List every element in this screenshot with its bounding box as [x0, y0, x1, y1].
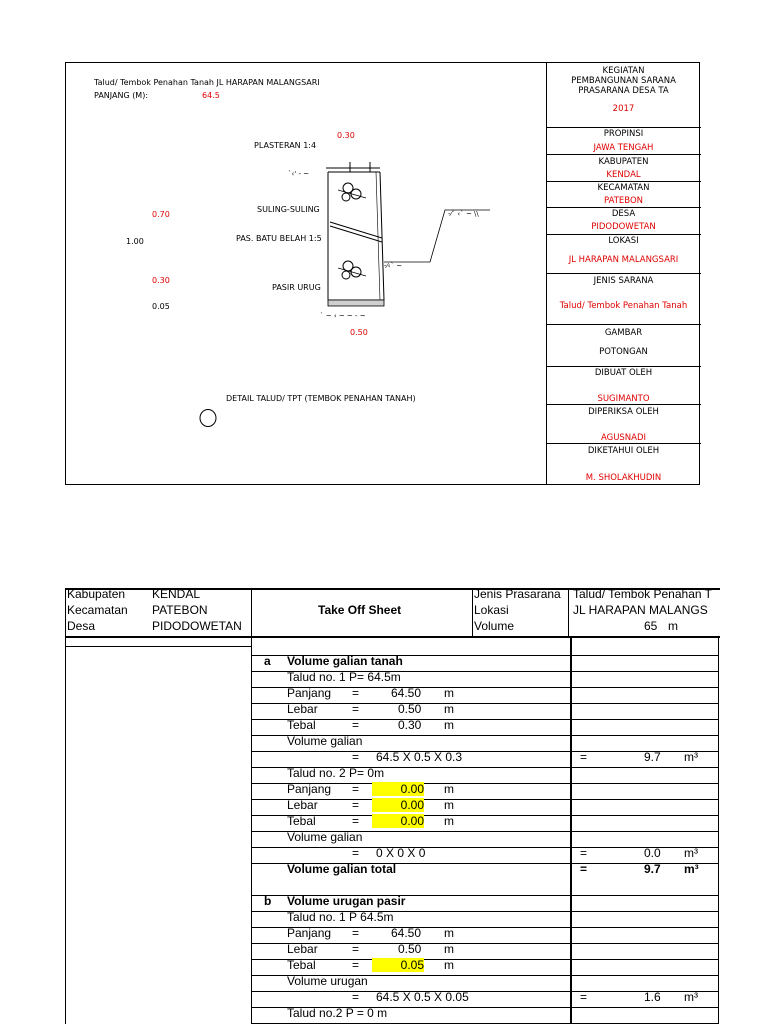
tos-rule [65, 646, 251, 647]
sec-b-result1: 1.6 [644, 990, 661, 1004]
svg-text:`‹' - ~: `‹' - ~ [288, 170, 310, 178]
section-marker-icon [198, 408, 218, 428]
svg-text:` ~ ‹ ~ ~ - ~: ` ~ ‹ ~ ~ - ~ [320, 312, 366, 320]
sec-a-eq: = [352, 782, 360, 796]
tos-row-rule [252, 799, 719, 800]
tb-lokasi-value: JL HARAPAN MALANGSARI [568, 255, 679, 265]
sec-a-eq: = [352, 718, 360, 732]
tos-row-rule [252, 703, 719, 704]
tb-diketahui-value: M. SHOLAKHUDIN [585, 473, 662, 483]
sec-b-unit-m3: m³ [684, 990, 698, 1004]
tb-jenis-value: Talud/ Tembok Penahan Tanah [559, 301, 688, 311]
sec-b-eq: = [352, 926, 360, 940]
tos-row-rule [252, 815, 719, 816]
sec-a-tebal-label: Tebal [287, 814, 316, 828]
tb-kegiatan-2: PEMBANGUNAN SARANA [571, 76, 676, 86]
tos-jenis-label: Jenis Prasarana [474, 587, 561, 601]
tos-col-divider [472, 588, 473, 638]
tos-row-rule [252, 719, 719, 720]
svg-text:-⁄` ‹` ~ \\: -⁄` ‹` ~ \\ [448, 210, 479, 218]
sec-b-eq: = [352, 942, 360, 956]
sec-a-eq: = [352, 702, 360, 716]
sec-a-result1: 9.7 [644, 750, 661, 764]
sec-a-unit-m3: m³ [684, 846, 698, 860]
tb-year: 2017 [612, 104, 635, 114]
tos-title: Take Off Sheet [318, 603, 402, 617]
sec-b-letter: b [264, 894, 272, 908]
sec-a-lebar2-value: 0.00 [372, 798, 424, 812]
sec-a-result2: 0.0 [644, 846, 661, 860]
sec-a-eq: = [580, 750, 588, 764]
tos-desa-label: Desa [67, 619, 96, 633]
tos-volume-label: Volume [474, 619, 515, 633]
sec-b-panjang-label: Panjang [287, 926, 332, 940]
sec-b-tebal-value: 0.05 [372, 958, 424, 972]
tb-propinsi-value: JAWA TENGAH [593, 143, 654, 153]
dim-top-width: 0.30 [337, 131, 355, 140]
sec-a-total-label: Volume galian total [287, 862, 397, 876]
sec-b-talud2: Talud no.2 P = 0 m [287, 1006, 388, 1020]
tb-divider [546, 324, 701, 325]
sec-a-unit: m [444, 782, 454, 796]
sec-a-unit: m [444, 686, 454, 700]
label-plaster: PLASTERAN 1:4 [254, 141, 317, 150]
tb-divider [546, 207, 701, 208]
sec-b-unit: m [444, 958, 454, 972]
sec-a-eq: = [580, 862, 588, 876]
tb-divider [546, 273, 701, 274]
label-sand: PASIR URUG [272, 283, 321, 292]
sec-a-lebar-value: 0.50 [398, 702, 422, 716]
panjang-value: 64.5 [202, 91, 220, 100]
tb-kegiatan-3: PRASARANA DESA TA [578, 86, 669, 96]
tos-kec-value: PATEBON [152, 603, 208, 617]
sec-a-talud1: Talud no. 1 P= 64.5m [287, 670, 401, 684]
sec-a-eq: = [352, 798, 360, 812]
dim-height-upper: 0.70 [152, 210, 170, 219]
sec-b-panjang-value: 64.50 [391, 926, 422, 940]
sec-a-calc1: 64.5 X 0.5 X 0.3 [376, 750, 463, 764]
sec-b-calc1: 64.5 X 0.5 X 0.05 [376, 990, 469, 1004]
tb-lokasi-label: LOKASI [608, 236, 639, 246]
label-weephole: SULING-SULING [257, 205, 320, 214]
sec-a-panjang-label: Panjang [287, 782, 332, 796]
tb-diperiksa-value: AGUSNADI [600, 433, 647, 443]
sec-b-talud1: Talud no. 1 P 64.5m [287, 910, 394, 924]
sec-a-unit: m [444, 798, 454, 812]
tb-propinsi-label: PROPINSI [603, 129, 644, 139]
sec-a-lebar-label: Lebar [287, 798, 318, 812]
tb-kecamatan-value: PATEBON [603, 196, 644, 206]
svg-text:-⁄‹` ~: -⁄‹` ~ [384, 262, 403, 270]
sec-a-eq: = [580, 846, 588, 860]
tb-divider [546, 366, 701, 367]
dim-base-width: 0.50 [350, 328, 368, 337]
sec-b-volume-label: Volume urugan [287, 974, 368, 988]
tos-volume-unit: m [668, 619, 678, 633]
tb-divider [546, 234, 701, 235]
sec-a-unit-m3: m³ [684, 750, 698, 764]
tb-kecamatan-label: KECAMATAN [597, 183, 650, 193]
sec-a-letter: a [264, 654, 271, 668]
sec-a-volume-label: Volume galian [287, 830, 363, 844]
tos-lokasi-label: Lokasi [474, 603, 509, 617]
sec-a-total: 9.7 [644, 862, 661, 876]
sec-a-talud2: Talud no. 2 P= 0m [287, 766, 385, 780]
tb-diketahui-label: DIKETAHUI OLEH [587, 446, 660, 456]
tb-gambar-label: GAMBAR [604, 328, 643, 338]
panjang-label: PANJANG (M): [94, 91, 149, 100]
sec-b-eq: = [580, 990, 588, 1004]
tb-kegiatan-1: KEGIATAN [602, 66, 645, 76]
tb-dibuat-value: SUGIMANTO [597, 394, 650, 404]
tos-jenis-value: Talud/ Tembok Penahan T [573, 587, 712, 601]
sec-a-calc2: 0 X 0 X 0 [376, 846, 426, 860]
sec-a-eq: = [352, 750, 360, 764]
tos-col-divider [568, 588, 569, 638]
tb-desa-label: DESA [611, 209, 636, 219]
sec-b-unit: m [444, 942, 454, 956]
tos-kec-label: Kecamatan [67, 603, 128, 617]
tos-row-rule [252, 879, 719, 880]
sec-a-lebar-label: Lebar [287, 702, 318, 716]
dim-height-lower: 0.30 [152, 276, 170, 285]
detail-title: DETAIL TALUD/ TPT (TEMBOK PENAHAN TANAH) [226, 394, 416, 403]
sec-b-lebar-label: Lebar [287, 942, 318, 956]
sec-a-unit: m [444, 718, 454, 732]
tos-volume-value: 65 [644, 619, 658, 633]
sec-a-panjang-value: 64.50 [391, 686, 422, 700]
tb-divider [546, 404, 701, 405]
tb-kabupaten-value: KENDAL [606, 170, 641, 180]
tb-gambar-value: POTONGAN [599, 347, 648, 357]
sec-a-volume-label: Volume galian [287, 734, 363, 748]
tb-divider [546, 127, 701, 128]
tb-desa-value: PIDODOWETAN [591, 222, 656, 232]
tos-lokasi-value: JL HARAPAN MALANGS [573, 603, 708, 617]
tos-header-bottom [65, 636, 720, 638]
sec-a-eq: = [352, 814, 360, 828]
tos-kab-label: Kabupaten [67, 587, 126, 601]
sec-a-eq: = [352, 686, 360, 700]
sec-b-title: Volume urugan pasir [287, 894, 406, 908]
sec-b-tebal-label: Tebal [287, 958, 316, 972]
tb-jenis-label: JENIS SARANA [593, 276, 654, 286]
tb-divider [546, 154, 701, 155]
sec-a-panjang-label: Panjang [287, 686, 332, 700]
dim-sand-thickness: 0.05 [152, 302, 170, 311]
sec-a-tebal2-value: 0.00 [372, 814, 424, 828]
dim-total-height: 1.00 [126, 237, 144, 246]
tos-desa-value: PIDODOWETAN [152, 619, 242, 633]
tb-dibuat-label: DIBUAT OLEH [594, 368, 653, 378]
tos-kab-value: KENDAL [152, 587, 201, 601]
tos-row-rule [252, 959, 719, 960]
tb-kabupaten-label: KABUPATEN [598, 157, 649, 167]
tb-diperiksa-label: DIPERIKSA OLEH [588, 407, 659, 417]
sec-a-unit: m [444, 814, 454, 828]
sec-a-unit: m [444, 702, 454, 716]
tb-divider [546, 181, 701, 182]
sec-a-panjang2-value: 0.00 [372, 782, 424, 796]
sec-b-eq: = [352, 958, 360, 972]
label-masonry: PAS. BATU BELAH 1:5 [236, 234, 322, 243]
drawing-header: Talud/ Tembok Penahan Tanah JL HARAPAN MALANGSARI [94, 78, 320, 87]
sec-a-tebal-value: 0.30 [398, 718, 422, 732]
sec-b-eq: = [352, 990, 360, 1004]
sec-b-unit: m [444, 926, 454, 940]
sec-b-lebar-value: 0.50 [398, 942, 422, 956]
tb-divider [546, 443, 701, 444]
tos-border-left [65, 588, 66, 1024]
sec-a-unit-m3: m³ [684, 862, 699, 876]
sec-a-eq: = [352, 846, 360, 860]
tos-row-rule [252, 943, 719, 944]
sec-a-title: Volume galian tanah [287, 654, 403, 668]
sec-a-tebal-label: Tebal [287, 718, 316, 732]
